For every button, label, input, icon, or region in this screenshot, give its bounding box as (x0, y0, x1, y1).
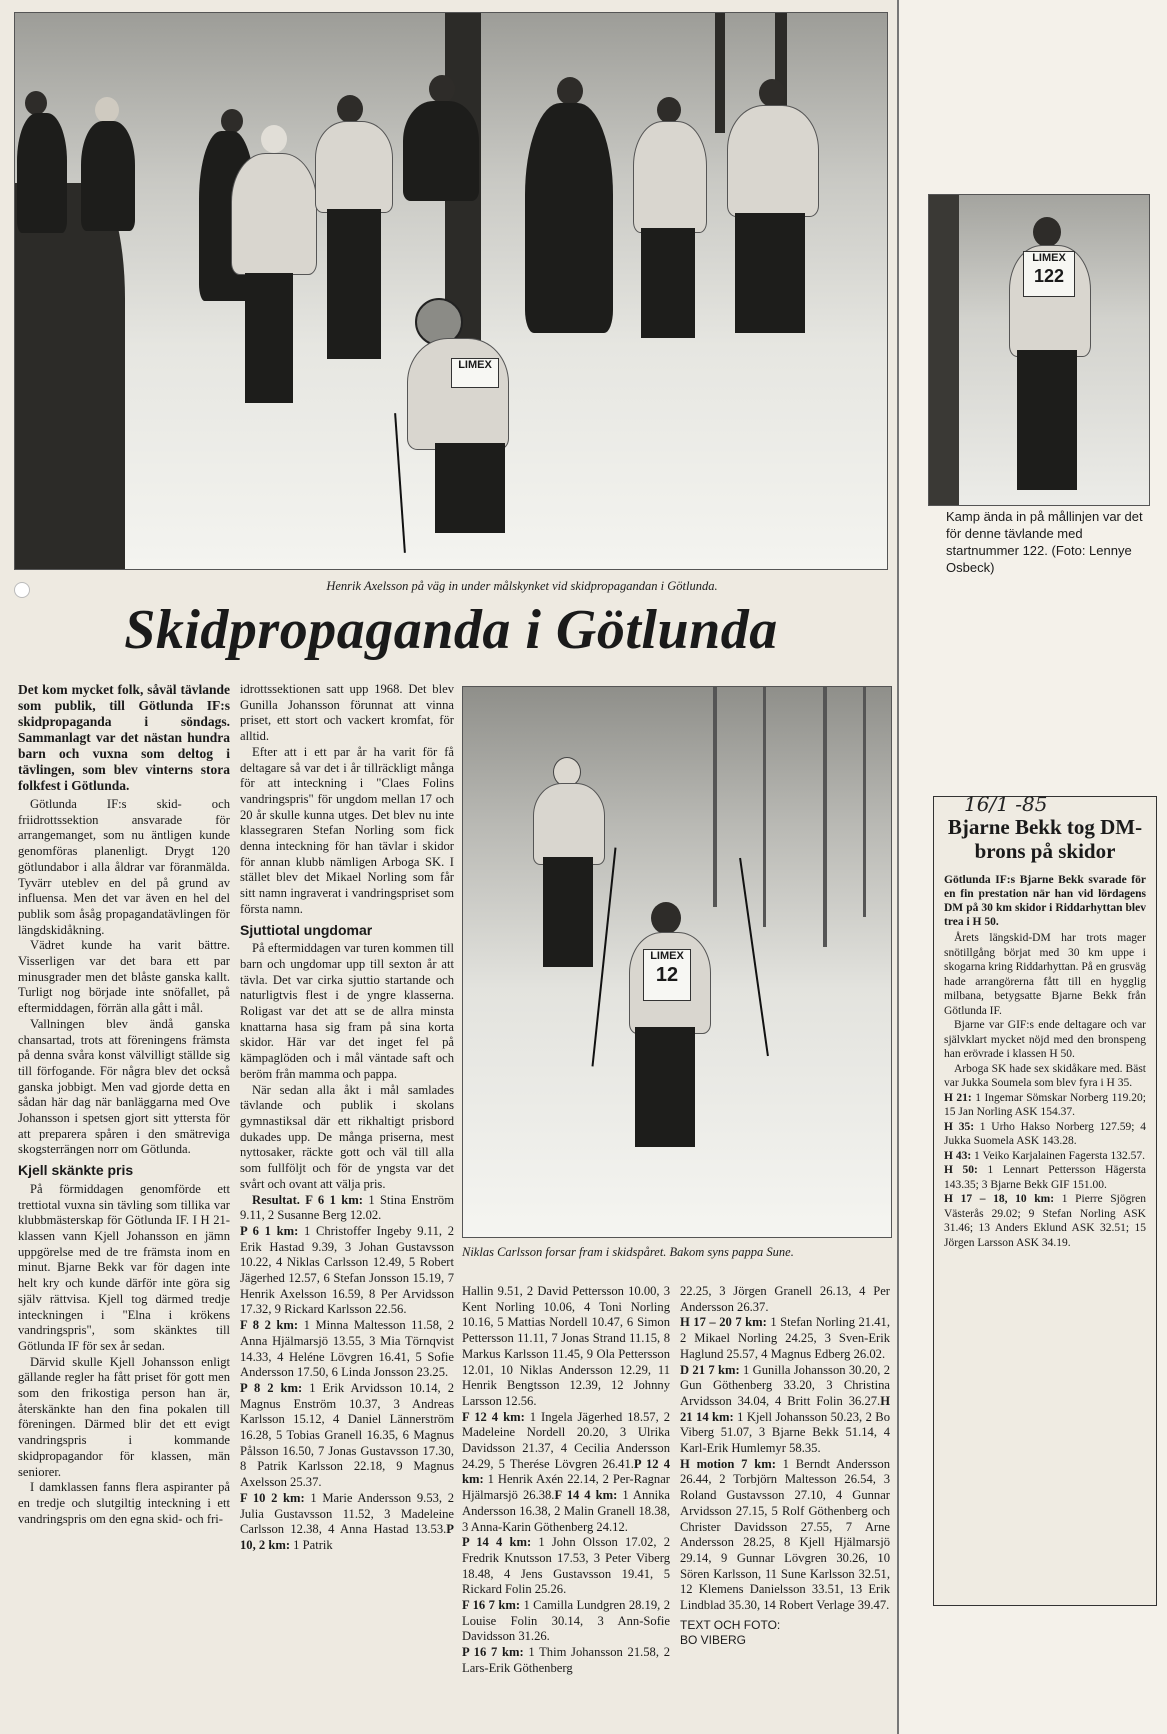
result-text: 1 Camilla Lundgren 28.19, 2 Louise Folin 30.14, 3 Ann-Sofie Davidsson 31.26. (462, 1598, 671, 1644)
spectator-legs (245, 273, 293, 403)
tree-trunk (713, 687, 717, 907)
handwritten-date-side: 16/1 -85 (964, 792, 1048, 816)
body-paragraph: idrottssektionen satt upp 1968. Det blev Gunilla Johansson förunnat att vinna priset, ett stort och vackert kromfat, för alltid. (240, 682, 454, 744)
result-text: 1 John Olsson 17.02, 2 Fredrik Knutsson 17.53, 3 Peter Viberg 18.48, 4 Jens Gustavsson 19.41, 5 Rickard Folin 25.26. (462, 1535, 670, 1597)
result-text: 1 Thim Johansson 21.58, 2 Lars-Erik Göthenberg (462, 1645, 670, 1675)
tree-trunk (823, 687, 827, 947)
middle-photo (462, 686, 892, 1238)
result-entry (680, 1315, 890, 1362)
skier-bib: LIMEX (451, 358, 499, 388)
result-text: 1 Stina Enström 9.11, 2 Susanne Berg 12.02. (240, 1192, 455, 1223)
result-text: 1 Veiko Karjalainen Fagersta 132.57. (971, 1149, 1145, 1162)
bib-number: 12 (655, 964, 679, 986)
spectator-legs (641, 228, 695, 338)
result-label: H 17 – 20 7 km: (680, 1315, 767, 1330)
spectator-legs (735, 213, 805, 333)
results-list (240, 1193, 454, 1554)
result-text: 1 Ingemar Sömskar Norberg 119.20; 15 Jan Norling ASK 154.37. (944, 1091, 1146, 1118)
spectator (403, 101, 479, 201)
result-text: Hallin 9.51, 2 David Pettersson 10.00, 3 Kent Norling 10.06, 4 Toni Norling 10.16, 5 Mattias Nordell 10.47, 6 Simon Pettersson 11.11, 7 Jonas Strand 11.15, 8 Markus Karlsson 11.45, 9 Ola Pettersson 12.01, 10 Niklas Andersson 12.29, 11 Henrik Bengtsson 12.39, 12 Johnny Larsson 12.56. (462, 1284, 670, 1408)
bib-text: LIMEX (650, 950, 684, 962)
result-text: 1 Patrik (290, 1537, 333, 1552)
spectator-head (95, 97, 119, 123)
side-article (933, 796, 1157, 1606)
middle-photo-caption: Niklas Carlsson forsar fram i skidspåret. Bakom syns pappa Sune. (462, 1245, 794, 1259)
body-paragraph: Efter att i ett par år ha varit för få deltagare så var det i år tillräckligt många för att inteckning i "Claes Folins vandringspris" för ungdom mellan 17 och 20 år skulle kunna utges. Det blev nu inte klassegraren Stefan Norling som fick denna inteckning för han tävlar i skidor för annan klubb nämligen Arboga SK. I stället blev det Mikael Norling som får sitt namn ingraverat i vandringspriset som första namn. (240, 744, 454, 916)
side-article-lead: Götlunda IF:s Bjarne Bekk svarade för en fin prestation när han vid lördagens DM på 30 km skidor i Riddarhyttan blev trea i H 50. (944, 874, 1146, 928)
result-text: 1 Marie Andersson 9.53, 2 Julia Gustavsson 11.52, 3 Madeleine Carlsson 12.38, 4 Anna Hastad 13.53. (240, 1490, 454, 1537)
result-label: P 12 4 km: (462, 1456, 670, 1487)
result-entry (462, 1410, 670, 1536)
spectator (633, 121, 707, 233)
result-text: 1 Pierre Sjögren Västerås 29.02; 9 Stefan Norling ASK 31.46; 13 Anders Eklund ASK 32.51; 15 Jörgen Larsson ASK 34.19. (944, 1193, 1147, 1249)
result-label: F 10 2 km: (240, 1490, 305, 1505)
result-label: H 35: (944, 1120, 975, 1133)
spectator (727, 105, 819, 217)
body-paragraph: På förmiddagen genomförde ett trettiotal vuxna sin tävling som tillika var klubbmästerskap för Götlunda IF. I H 21-klassen vann Kjell Johansson en jämn uppgörelse med de tre främsta inom en minut. Bjarne Bekk var för dagen inte helt kry och kunde därför inte göra sig själv rättvisa. Kjell tog därmed tredje inteckningen i "Elna i krökens vandringspris", som skänktes till Götlunda IF för sex år sedan. (18, 1181, 230, 1353)
result-entry (240, 1491, 454, 1554)
bib-number: 122 (1033, 266, 1065, 286)
result-entry (680, 1284, 890, 1315)
result-entry (462, 1535, 670, 1598)
result-label: H 17 – 18, 10 km: (944, 1193, 1055, 1205)
result-label: H 21: (944, 1091, 972, 1104)
spectator-head (337, 95, 363, 123)
body-paragraph: Därvid skulle Kjell Johansson enligt gällande regler ha fått priset för gott men som den frikostiga person han är, återskänkte han den fina pokalen till föreningen. Därmed blir det ett evigt vandringspris i kommande skidpropagandor för klassen, män seniorer. (18, 1354, 230, 1479)
result-text: 1 Urho Hakso Norberg 127.59; 4 Jukka Suomela ASK 143.28. (944, 1120, 1146, 1147)
tree-trunk (863, 687, 866, 917)
result-label: P 8 2 km: (240, 1380, 303, 1395)
spectator-head (557, 77, 583, 105)
spectator-head (759, 79, 785, 107)
spectator-head (261, 125, 287, 153)
article-headline: Skidpropaganda i Götlunda (124, 599, 778, 661)
child-skier-head (651, 902, 681, 934)
result-label: D 21 7 km: (680, 1362, 740, 1377)
spectator (315, 121, 393, 213)
spectator-head (221, 109, 243, 133)
side-photo-caption: Kamp ända in på mållinjen var det för denne tävlande med startnummer 122. (Foto: Lennye Osbeck) (946, 509, 1143, 575)
spectator (81, 121, 135, 231)
result-text: 1 Kjell Johansson 50.23, 2 Bo Viberg 51.07, 3 Bjarne Bekk 51.14, 4 Karl-Erik Humlemyr 58.35. (680, 1409, 890, 1456)
skier-legs (435, 443, 505, 533)
results-column-4 (680, 1284, 890, 1648)
skier-legs (1017, 350, 1077, 490)
result-text: 22.25, 3 Jörgen Granell 26.13, 4 Per Andersson 26.37. (680, 1284, 890, 1314)
result-entry (462, 1284, 670, 1410)
body-paragraph: När sedan alla åkt i mål samlades tävlande och publik i skolans gymnastiksal där ett rikhaltigt prisbord dukades upp. De många priserna, mest nyttosaker, räckte gott och väl till alla som fullföljt och för de yngsta var det svårt och ovant att välja pris. (240, 1082, 454, 1191)
body-paragraph: Bjarne var GIF:s ende deltagare och var självklart mycket nöjd med den bronspeng han erövrade i klassen H 50. (944, 1019, 1146, 1060)
bib-text: LIMEX (1032, 252, 1066, 264)
skier-bib (1023, 251, 1075, 297)
result-label: P 14 4 km: (462, 1535, 532, 1550)
result-text: 1 Erik Arvidsson 10.14, 2 Magnus Enström 10.37, 3 Andreas Karlsson 15.12, 4 Daniel Lännerström 16.28, 5 Tobias Granell 16.35, 6 Magnus Pålsson 16.50, 7 Jonas Gustavsson 17.30, 8 Patrik Karlsson 22.18, 9 Magnus Axelsson 25.37. (240, 1380, 454, 1490)
spectator-head (429, 75, 455, 103)
result-entry (680, 1457, 890, 1614)
result-label: P 6 1 km: (240, 1223, 299, 1238)
result-label: H 21 14 km: (680, 1393, 890, 1424)
side-photo (928, 194, 1150, 506)
result-text: 1 Ingela Jägerhed 18.57, 2 Madeleine Nordell 20.20, 3 Ulrika Davidsson 21.37, 4 Cecilia Andersson 24.29, 5 Therése Lövgren 26.41. (462, 1409, 670, 1471)
spectator-legs (327, 209, 381, 359)
result-entry (240, 1318, 454, 1381)
result-label: H 43: (944, 1149, 972, 1162)
skier-head (1033, 217, 1061, 247)
body-paragraph: På eftermiddagen var turen kommen till barn och ungdomar upp till sexton år att tävla. Det var cirka sjuttio startande och naturligtvis flest i de yngre klasserna. Roligast var det att se de allra minsta knattarna hasa sig fram på sina korta skidor. Här var det inget fel på kämpaglöden och i mål väntade saft och beröm från mamma och pappa. (240, 941, 454, 1081)
clipping-edge (897, 0, 899, 1734)
result-text: 1 Christoffer Ingeby 9.11, 2 Erik Hastad 9.39, 3 Johan Gustavsson 10.22, 4 Niklas Carlsson 12.49, 5 Robert Jägerhed 12.57, 6 Stefan Jonsson 15.19, 7 Henrik Axelsson 16.59, 8 Per Arvidsson 17.32, 9 Rickard Karlsson 22.56. (240, 1223, 454, 1317)
tree-trunk (715, 13, 725, 133)
result-label: P 10, 2 km: (240, 1522, 454, 1552)
child-skier-bib (643, 949, 691, 1001)
result-label: F 14 4 km: (554, 1488, 618, 1503)
tree-trunk (929, 195, 959, 505)
ski-pole (592, 847, 617, 1066)
body-paragraph: I damklassen fanns flera aspiranter på en tredje och slutgiltig inteckning i ett vandringspris om den egna skid- och fri- (18, 1480, 230, 1526)
result-label: F 8 2 km: (240, 1318, 299, 1333)
photo-credit: TEXT OCH FOTO: BO VIBERG (680, 1617, 781, 1647)
result-entry (944, 1091, 1146, 1120)
father-legs (543, 857, 593, 967)
result-label: H motion 7 km: (680, 1456, 776, 1471)
spectator (525, 103, 613, 333)
result-entry (240, 1224, 454, 1318)
father-skier (533, 783, 605, 865)
result-entry (944, 1192, 1146, 1250)
result-text: 1 Stefan Norling 21.41, 2 Mikael Norling 24.25, 3 Sven-Erik Haglund 25.57, 4 Magnus Edberg 26.02. (680, 1315, 890, 1361)
body-paragraph: Vädret kunde ha varit bättre. Visserligen var det bara ett par minusgrader men det blåste ganska kallt. Turligt nog började inte snöfallet, på eftermiddagen, förrän alla gått i mål. (18, 938, 230, 1016)
body-paragraph: Årets längskid-DM har trots mager snötillgång börjat med 30 km uppe i skogarna kring Riddarhyttan. På en grusväg hade arrangörerna fått till en hygglig milbana, betygsatte Bjarne Bekk från Götlunda IF. (944, 932, 1146, 1017)
result-text: 1 Lennart Pettersson Hägersta 143.35; 3 Bjarne Bekk GIF 151.00. (944, 1164, 1146, 1191)
result-entry (240, 1193, 454, 1224)
result-entry (944, 1120, 1146, 1149)
result-entry (680, 1363, 890, 1457)
result-text: 1 Henrik Axén 22.14, 2 Per-Ragnar Hjälmarsjö 26.38. (462, 1472, 670, 1503)
result-label: P 16 7 km: (462, 1645, 524, 1660)
tree-trunk (763, 687, 766, 927)
tree-trunk (15, 183, 125, 569)
result-text: 1 Gunilla Johansson 30.20, 2 Gun Göthenberg 33.20, 3 Christina Arvidsson 34.04, 4 Britt Folin 36.27. (680, 1362, 890, 1408)
spectator (17, 113, 67, 233)
result-entry (462, 1645, 670, 1676)
article-column-2 (240, 682, 454, 1554)
result-label: Resultat. F 6 1 km: (252, 1192, 363, 1207)
results-column-3 (462, 1284, 670, 1677)
result-label: F 16 7 km: (462, 1598, 521, 1613)
result-label: F 12 4 km: (462, 1409, 525, 1424)
result-entry (944, 1163, 1146, 1192)
subheading: Sjuttiotal ungdomar (240, 921, 373, 938)
body-paragraph: Götlunda IF:s skid- och friidrottssektion ansvarade för arrangemanget, som nu äntligen kunde genomföras planenligt. Drygt 120 götlundabor i alla åldrar var föranmälda. Tyvärr uteblev en del på grund av influensa. Men det var även en hel del publik som åsåg propagandatävlingen för längdskidåkning. (18, 797, 230, 937)
result-label: H 50: (944, 1164, 978, 1176)
subheading: Kjell skänkte pris (18, 1162, 134, 1179)
result-text: 1 Minna Maltesson 11.58, 2 Anna Hjälmarsjö 13.55, 3 Mia Törnqvist 14.33, 4 Heléne Lövgren 16.41, 5 Sofie Andersson 17.50, 6 Linda Jonsson 23.25. (240, 1318, 454, 1380)
result-entry (944, 1149, 1146, 1164)
main-photo (14, 12, 888, 570)
spectator (231, 153, 317, 275)
main-photo-caption: Henrik Axelsson på väg in under målskynket vid skidpropagandan i Götlunda. (326, 579, 718, 593)
body-paragraph: Vallningen blev ändå ganska chansartad, trots att föreningens främsta på denna svåra konst välvilligt ställde sig till förfogande. För några blev det också ganska jobbigt. Men vad gjorde detta en sådan här dag när banläggarna med Ove Johansson i spetsen gjort sitt yttersta för att preparera spåren i den smätreviga skogsterrängen norr om Götlunda. (18, 1016, 230, 1157)
result-text: 1 Annika Andersson 16.38, 2 Malin Granell 18.38, 3 Anna-Karin Göthenberg 24.12. (462, 1488, 671, 1534)
article-lead: Det kom mycket folk, såväl tävlande som publik, till Götlunda IF:s skidpropaganda i söndags. Sammanlagt var det nästan hundra barn och vuxna som deltog i tävlingen, som blev vinterns stora folkfest i Götlunda. (18, 682, 230, 793)
spectator-head (25, 91, 47, 115)
ski-pole (394, 413, 406, 553)
side-article-body (944, 931, 1146, 1250)
result-text: 1 Berndt Andersson 26.44, 2 Torbjörn Maltesson 26.54, 3 Roland Gustavsson 27.10, 4 Gunnar Arvidsson 27.15, 5 Rolf Göthenberg och Christer Davidsson 27.55, 7 Arne Andersson 28.25, 8 Kjell Hjälmarsjö 29.14, 9 Gunnar Lövgren 30.26, 10 Sören Karlsson, 11 Sune Karlsson 32.51, 12 Klemens Danielsson 33.51, 13 Erik Lindblad 35.30, 14 Robert Verlage 39.47. (680, 1456, 890, 1613)
result-entry (240, 1381, 454, 1491)
body-paragraph: Arboga SK hade sex skidåkare med. Bäst var Jukka Soumela som blev fyra i H 35. (944, 1062, 1146, 1089)
side-article-title: Bjarne Bekk tog DM-brons på skidor (947, 815, 1143, 863)
spectator-head (657, 97, 681, 123)
article-column-1 (18, 682, 230, 1527)
result-entry (462, 1598, 670, 1645)
skier-child (407, 338, 509, 450)
child-skier-legs (635, 1027, 695, 1147)
punch-hole (14, 582, 30, 598)
